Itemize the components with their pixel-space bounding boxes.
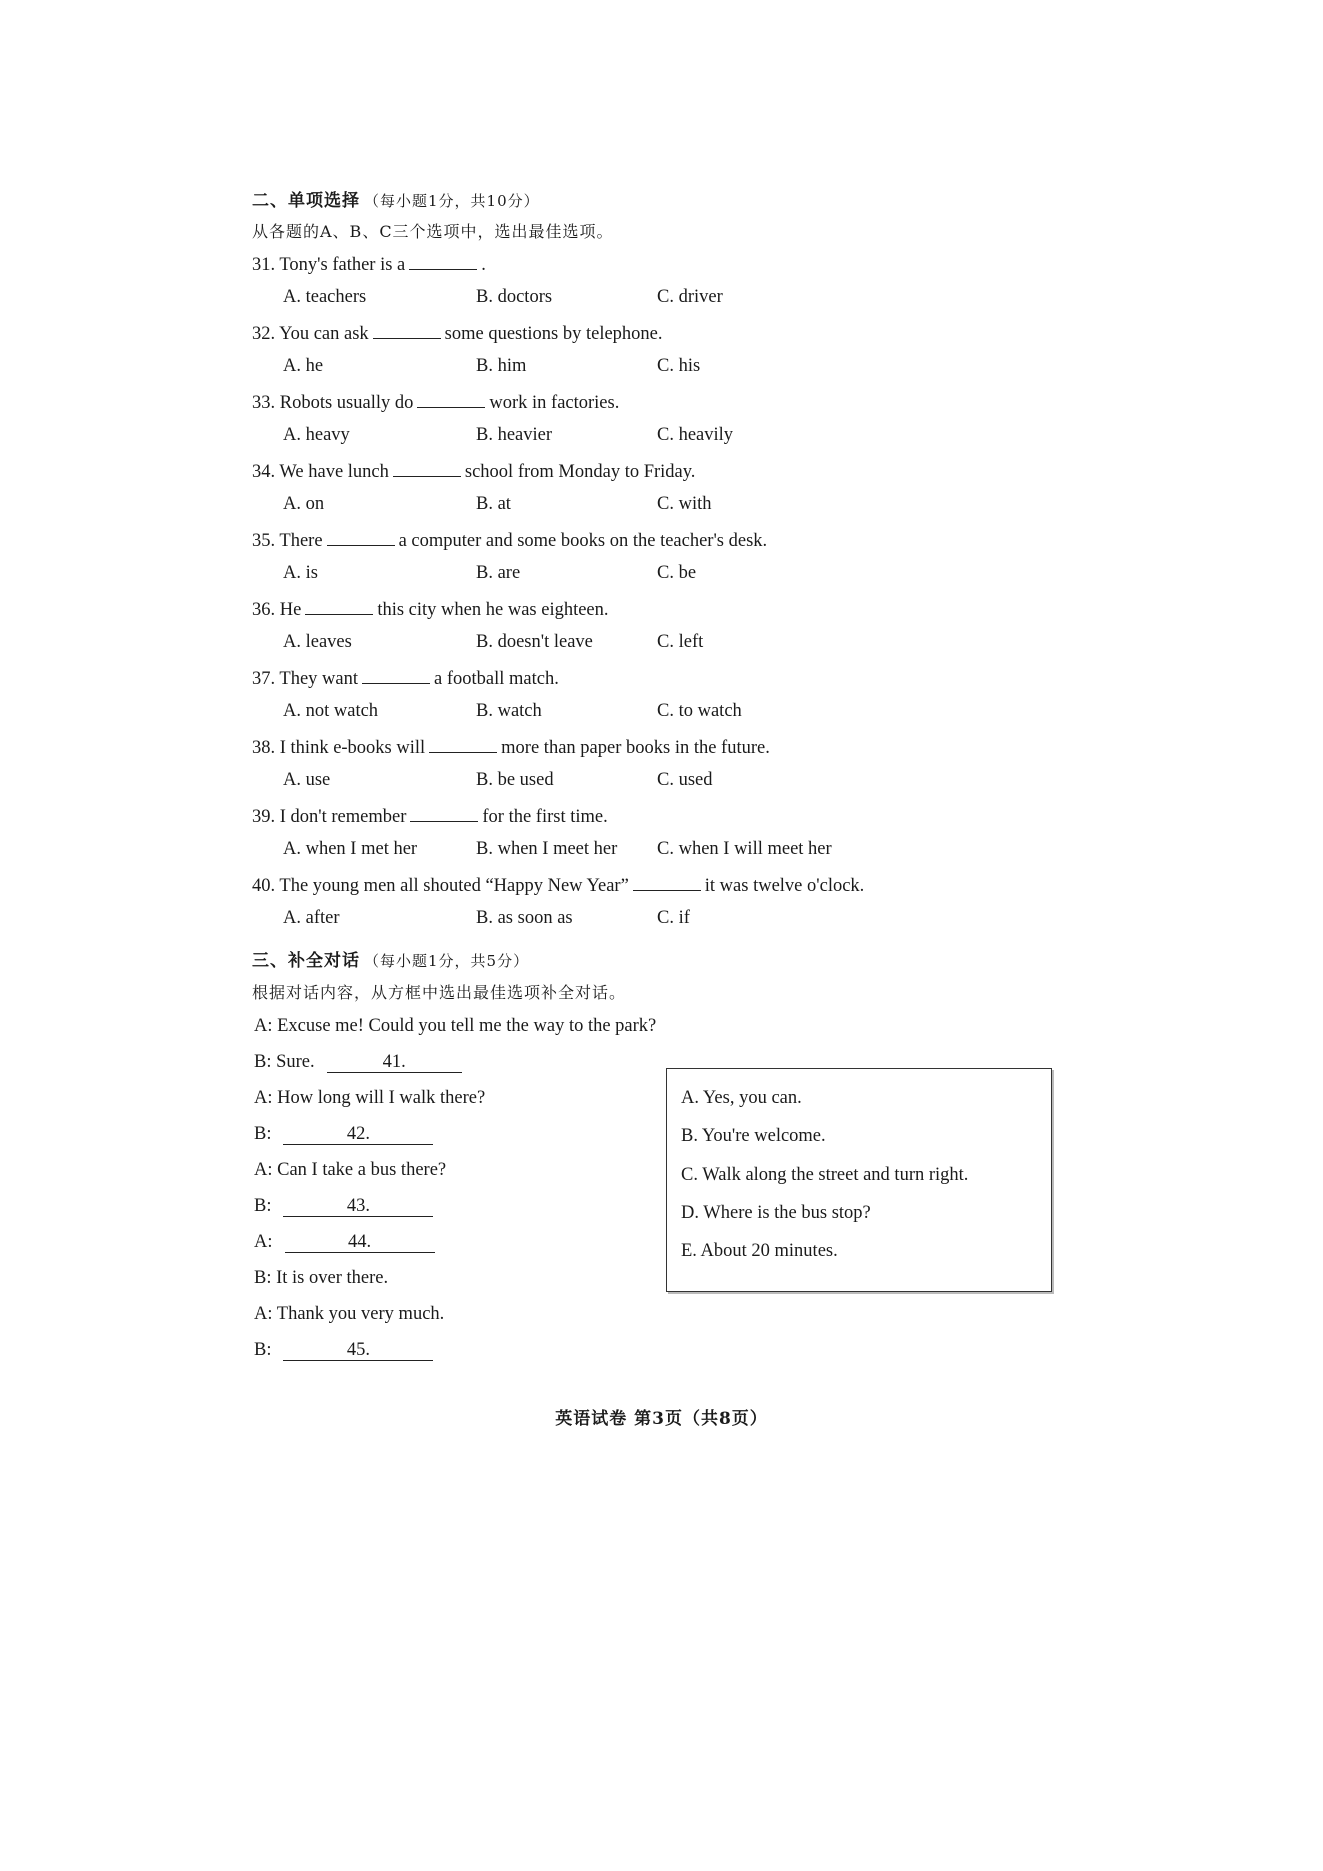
answer-blank: 42. — [283, 1124, 433, 1145]
option-row — [0, 287, 1323, 311]
dialogue-text: B: — [254, 1124, 272, 1144]
option-row — [0, 839, 1323, 863]
option-row — [0, 356, 1323, 380]
question-text: 33. Robots usually do — [252, 393, 414, 413]
dialogue-line — [254, 1304, 444, 1325]
dialogue-line — [254, 1052, 462, 1073]
question-text-end: some questions by telephone. — [444, 324, 663, 344]
question-stem — [252, 391, 619, 414]
answer-blank — [633, 874, 701, 891]
choice-a: A. Yes, you can. — [681, 1088, 802, 1108]
option-c: C. if — [657, 908, 690, 928]
answer-blank — [305, 598, 373, 615]
option-a: A. teachers — [283, 287, 367, 307]
option-b: B. doctors — [476, 287, 553, 307]
dialogue-text: B: It is over there. — [254, 1268, 389, 1288]
option-a: A. use — [283, 770, 331, 790]
option-b: B. are — [476, 563, 521, 583]
option-b: B. him — [476, 356, 527, 376]
question-text-end: a computer and some books on the teacher's desk. — [398, 531, 768, 551]
question-text-end: . — [481, 255, 486, 275]
section-3-title — [252, 946, 529, 971]
option-row — [0, 701, 1323, 725]
option-a: A. is — [283, 563, 318, 583]
option-a: A. when I met her — [283, 839, 418, 859]
question-text: 35. There — [252, 531, 323, 551]
answer-blank — [373, 322, 441, 339]
question-stem — [252, 598, 609, 621]
choice-e: E. About 20 minutes. — [681, 1241, 838, 1261]
answer-blank — [417, 391, 485, 408]
choice-box — [666, 1068, 1052, 1292]
option-c: C. with — [657, 494, 712, 514]
option-row — [0, 770, 1323, 794]
answer-blank — [393, 460, 461, 477]
section-3-note: （每小题1分，共5分） — [364, 952, 530, 970]
dialogue-line — [254, 1268, 388, 1289]
section-3-instruction: 根据对话内容，从方框中选出最佳选项补全对话。 — [252, 983, 627, 1002]
option-a: A. leaves — [283, 632, 352, 652]
question-text-end: work in factories. — [489, 393, 620, 413]
section-3-heading: 三、补全对话 — [252, 951, 360, 971]
dialogue-line — [254, 1124, 433, 1145]
question-text: 38. I think e-books will — [252, 738, 426, 758]
question-text-end: for the first time. — [482, 807, 608, 827]
option-b: B. when I meet her — [476, 839, 618, 859]
choice-c: C. Walk along the street and turn right. — [681, 1165, 969, 1185]
question-stem — [252, 253, 486, 276]
option-b: B. doesn't leave — [476, 632, 593, 652]
choice-d: D. Where is the bus stop? — [681, 1203, 871, 1223]
option-c: C. used — [657, 770, 713, 790]
dialogue-line — [254, 1340, 433, 1361]
dialogue-line — [254, 1088, 485, 1109]
question-text: 34. We have lunch — [252, 462, 389, 482]
dialogue-line — [254, 1196, 433, 1217]
dialogue-text: A: Excuse me! Could you tell me the way to the park? — [254, 1016, 657, 1036]
option-row — [0, 908, 1323, 932]
option-c: C. left — [657, 632, 704, 652]
option-row — [0, 563, 1323, 587]
page-footer: 英语试卷 第3页（共8页） — [555, 1409, 768, 1429]
question-text: 31. Tony's father is a — [252, 255, 406, 275]
question-text: 39. I don't remember — [252, 807, 407, 827]
option-c: C. driver — [657, 287, 723, 307]
question-text: 36. He — [252, 600, 302, 620]
question-text-end: school from Monday to Friday. — [464, 462, 696, 482]
question-text-end: a football match. — [434, 669, 559, 689]
option-b: B. as soon as — [476, 908, 573, 928]
answer-blank — [409, 253, 477, 270]
question-text-end: it was twelve o'clock. — [704, 876, 865, 896]
option-c: C. to watch — [657, 701, 742, 721]
section-2-instruction: 从各题的A、B、C三个选项中，选出最佳选项。 — [252, 222, 614, 241]
dialogue-text: B: — [254, 1340, 272, 1360]
question-text: 37. They want — [252, 669, 359, 689]
option-c: C. when I will meet her — [657, 839, 832, 859]
option-b: B. watch — [476, 701, 542, 721]
question-stem — [252, 529, 767, 552]
answer-blank: 41. — [327, 1052, 462, 1073]
dialogue-text: A: — [254, 1232, 273, 1252]
option-b: B. at — [476, 494, 511, 514]
answer-blank — [362, 667, 430, 684]
dialogue-text: A: Can I take a bus there? — [254, 1160, 447, 1180]
question-stem — [252, 736, 770, 759]
answer-blank: 44. — [285, 1232, 435, 1253]
question-text: 40. The young men all shouted “Happy New Year” — [252, 876, 629, 896]
answer-blank: 43. — [283, 1196, 433, 1217]
option-a: A. on — [283, 494, 325, 514]
option-c: C. heavily — [657, 425, 734, 445]
option-row — [0, 632, 1323, 656]
question-stem — [252, 667, 559, 690]
dialogue-line — [254, 1160, 446, 1181]
answer-blank — [410, 805, 478, 822]
option-b: B. heavier — [476, 425, 553, 445]
dialogue-text: A: Thank you very much. — [254, 1304, 445, 1324]
option-a: A. after — [283, 908, 340, 928]
dialogue-line — [254, 1232, 435, 1253]
option-row — [0, 494, 1323, 518]
option-c: C. be — [657, 563, 697, 583]
answer-blank: 45. — [283, 1340, 433, 1361]
option-a: A. not watch — [283, 701, 379, 721]
choice-b: B. You're welcome. — [681, 1126, 826, 1146]
question-stem — [252, 805, 608, 828]
option-a: A. he — [283, 356, 324, 376]
question-stem — [252, 322, 663, 345]
dialogue-text: A: How long will I walk there? — [254, 1088, 486, 1108]
option-b: B. be used — [476, 770, 554, 790]
answer-blank — [429, 736, 497, 753]
answer-blank — [327, 529, 395, 546]
dialogue-text: B: — [254, 1196, 272, 1216]
question-stem — [252, 874, 864, 897]
dialogue-line — [254, 1016, 656, 1037]
section-2-heading: 二、单项选择 — [252, 191, 360, 211]
question-text: 32. You can ask — [252, 324, 369, 344]
option-row — [0, 425, 1323, 449]
question-text-end: this city when he was eighteen. — [377, 600, 609, 620]
section-2-note: （每小题1分，共10分） — [364, 192, 540, 210]
dialogue-text: B: Sure. — [254, 1052, 315, 1072]
section-2-title — [252, 186, 540, 211]
question-text-end: more than paper books in the future. — [501, 738, 770, 758]
option-c: C. his — [657, 356, 701, 376]
option-a: A. heavy — [283, 425, 350, 445]
question-stem — [252, 460, 695, 483]
